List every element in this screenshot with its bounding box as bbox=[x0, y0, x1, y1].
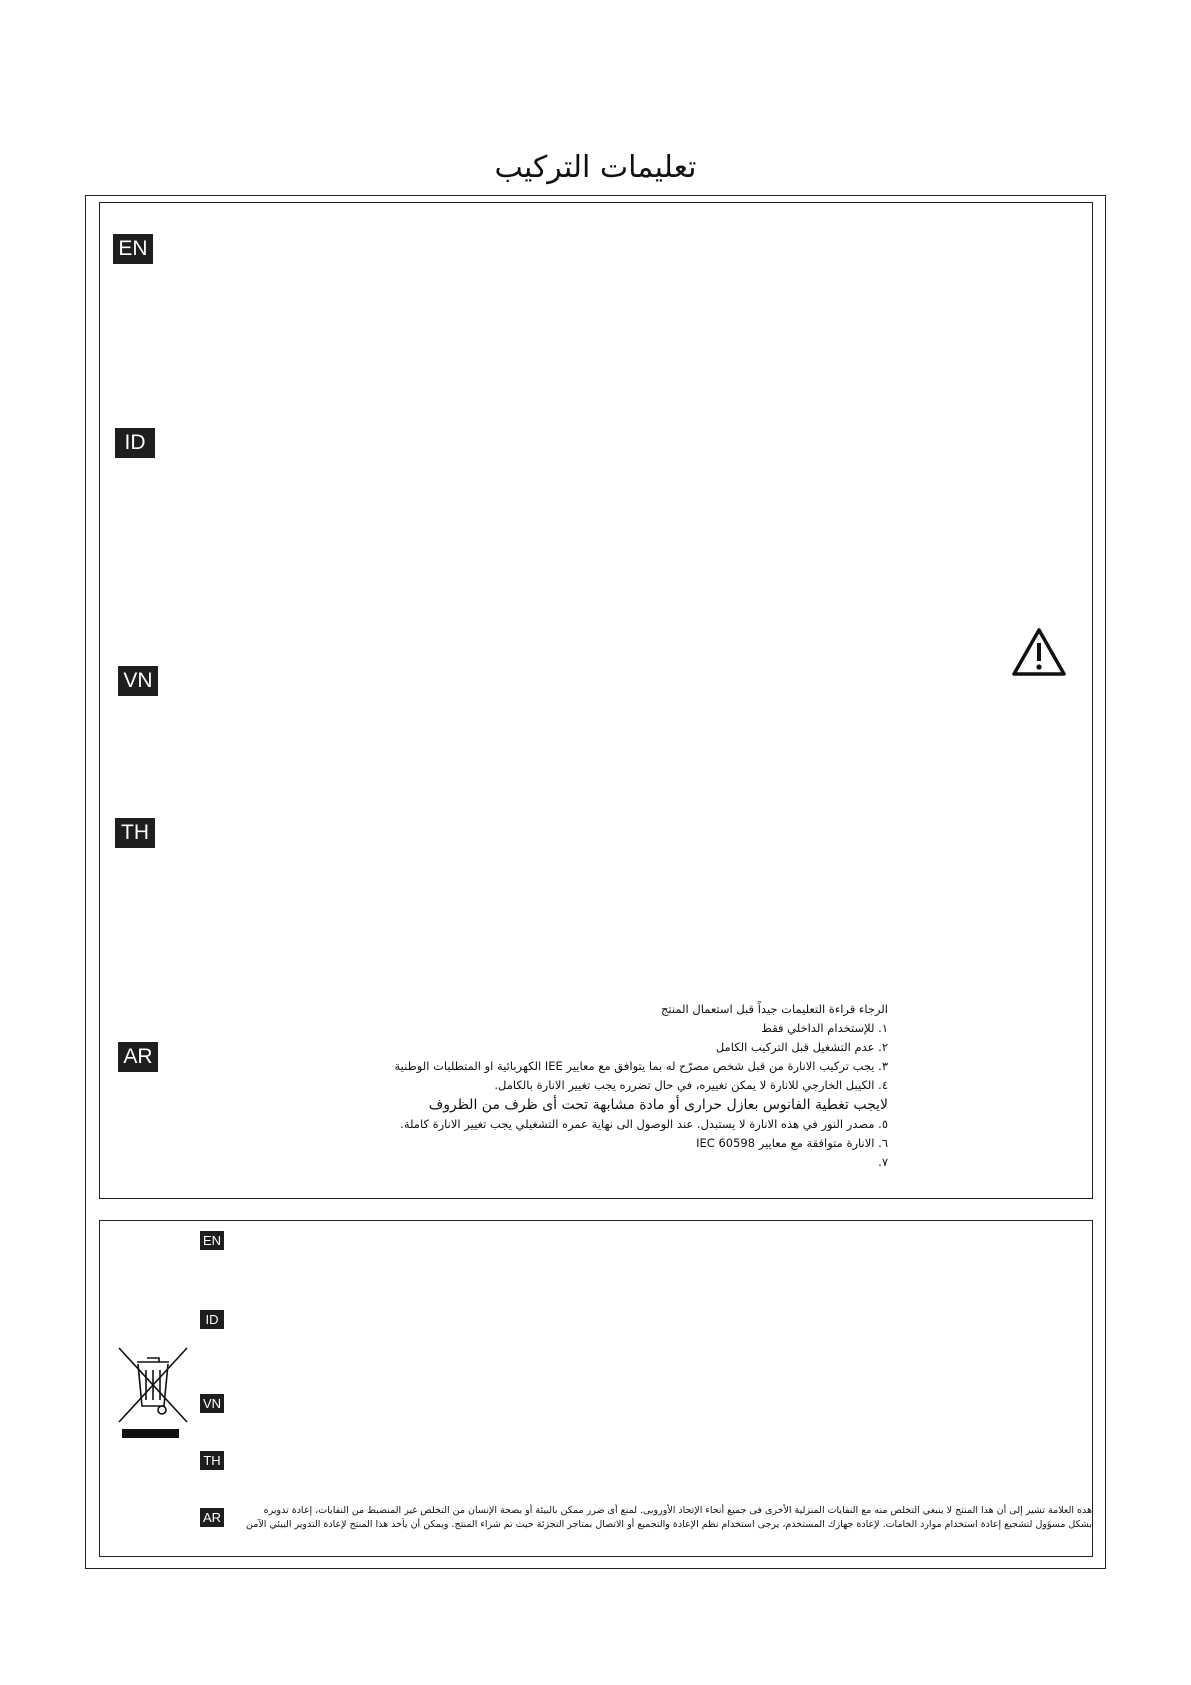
ar-instruction-line: ٤. الكيبل الخارجي للانارة لا يمكن تغييره، في حال تضرره يجب تغيير الانارة بالكامل. bbox=[494, 1078, 888, 1092]
ar-weee-line: بشكل مسؤول لتشجيع إعادة استخدام موارد الخامات. لإعادة جهازك المستخدم، يرجى استخدام نظم الإعادة والتجميع أو الاتصال بمتاجر التجزئة حيث تم شراء المنتج. ويمكن أن يأخذ هذا المنتج لإعادة التدوير البيئي الآمن bbox=[246, 1519, 1092, 1530]
arabic-weee-notice bbox=[240, 1504, 1092, 1532]
ar-weee-line: هذه العلامة تشير إلى أن هذا المنتج لا ينبغي التخلص منه مع النفايات المنزلية الأخرى فى جميع أنحاء الإتحاد الأوروبى. لمنع أى ضرر ممكن بالبيئة أو بصحة الإنسان من التخلص غير المنضبط من النفايات، إعادة تدويره bbox=[263, 1505, 1092, 1516]
lang-tag-vn: VN bbox=[118, 666, 158, 696]
crossed-out-wheelie-bin-icon bbox=[113, 1340, 193, 1440]
ar-instruction-heading: الرجاء قراءة التعليمات جيداً قبل استعمال المنتج bbox=[661, 1002, 888, 1016]
weee-tag-id: ID bbox=[200, 1310, 224, 1329]
ar-instruction-line: لايجب تغطية الفانوس بعازل حرارى أو مادة مشابهة تحت أى ظرف من الظروف bbox=[428, 1097, 888, 1113]
ar-instruction-line: ٦. الانارة متوافقة مع معايير IEC 60598 bbox=[696, 1136, 888, 1150]
ar-instruction-line: ٧. bbox=[878, 1155, 888, 1169]
weee-tag-th: TH bbox=[200, 1451, 224, 1470]
page-title: تعليمات التركيب bbox=[494, 150, 697, 185]
ar-instruction-line: ٢. عدم التشغيل قبل التركيب الكامل bbox=[715, 1040, 888, 1054]
ar-instruction-line: ١. للإستخدام الداخلي فقط bbox=[761, 1021, 888, 1035]
weee-tag-vn: VN bbox=[200, 1394, 224, 1413]
lang-tag-th: TH bbox=[115, 818, 155, 848]
lang-tag-ar: AR bbox=[118, 1042, 158, 1072]
weee-tag-ar: AR bbox=[200, 1508, 224, 1527]
weee-tag-en: EN bbox=[200, 1231, 224, 1250]
arabic-instructions bbox=[368, 1000, 888, 1172]
warning-triangle-icon bbox=[1011, 627, 1067, 677]
lang-tag-id: ID bbox=[115, 428, 155, 458]
ar-instruction-line: ٣. يجب تركيب الانارة من قبل شخص مصرّح له بما يتوافق مع معايير IEE الكهربائية او المتطلبات الوطنية bbox=[394, 1059, 888, 1073]
lang-tag-en: EN bbox=[113, 234, 153, 264]
ar-instruction-line: ٥. مصدر النور في هذه الانارة لا يستبدل. عند الوصول الى نهاية عمره التشغيلي يجب تغيير الانارة كاملة. bbox=[400, 1117, 888, 1131]
